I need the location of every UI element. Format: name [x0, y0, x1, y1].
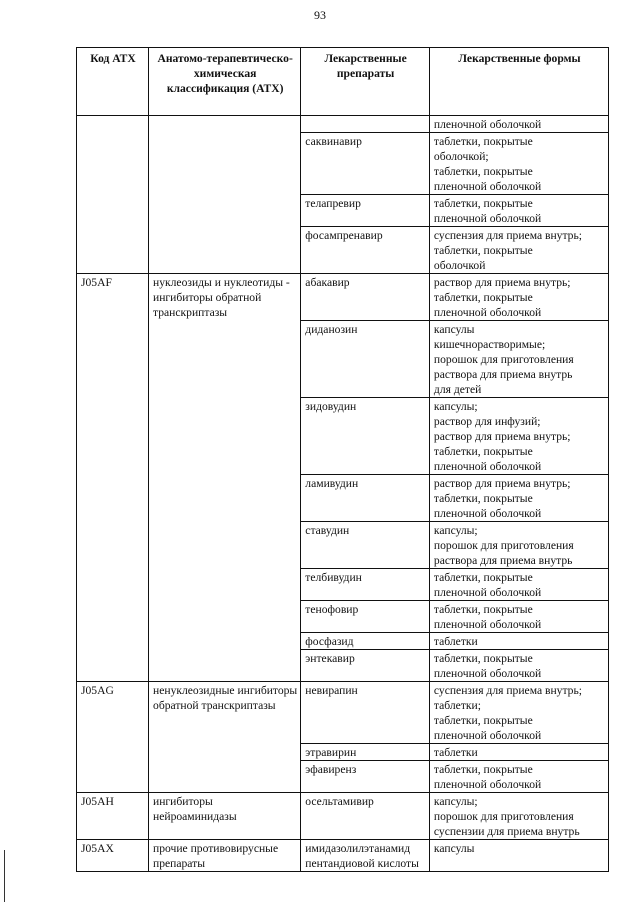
dosage-form-line: таблетки; [433, 699, 481, 712]
page-number: 93 [314, 8, 326, 22]
dosage-forms-cell [429, 761, 608, 793]
dosage-form-line: пленочной оболочкой [433, 460, 542, 473]
dosage-form-line: пленочной оболочкой [433, 729, 542, 742]
dosage-forms-cell [429, 682, 608, 744]
dosage-form-line: капсулы; [433, 524, 478, 537]
drug-name-cell: абакавир [301, 274, 430, 321]
atc-classification-cell: нуклеозиды и нуклеотиды - ингибиторы обратной транскриптазы [149, 274, 301, 682]
dosage-form-line: таблетки, покрытые [433, 603, 533, 616]
drug-name-cell: невирапин [301, 682, 430, 744]
header-drugs: Лекарственные препараты [301, 48, 430, 116]
dosage-form-line: таблетки, покрытые [433, 763, 533, 776]
header-atc-classification: Анатомо-терапевтическо-химическая классификация (АТХ) [149, 48, 301, 116]
dosage-forms-cell [429, 522, 608, 569]
dosage-form-line: таблетки, покрытые [433, 291, 533, 304]
atc-code-cell [77, 116, 149, 274]
dosage-form-line: раствора для приема внутрь [433, 368, 573, 381]
dosage-form-line: оболочкой; [433, 150, 489, 163]
dosage-forms-cell [429, 321, 608, 398]
dosage-forms-cell [429, 398, 608, 475]
drug-name-cell: диданозин [301, 321, 430, 398]
drug-name-cell: этравирин [301, 744, 430, 761]
dosage-forms-cell [429, 116, 608, 133]
dosage-form-line: таблетки, покрытые [433, 197, 533, 210]
drug-name-cell: имидазолилэтанамид пентандиовой кислоты [301, 840, 430, 872]
dosage-form-line: таблетки, покрытые [433, 714, 533, 727]
table-row [77, 840, 609, 872]
dosage-forms-cell [429, 133, 608, 195]
atc-classification-cell: прочие противовирусные препараты [149, 840, 301, 872]
dosage-forms-cell [429, 744, 608, 761]
table-header-row [77, 48, 609, 116]
dosage-form-line: раствор для приема внутрь; [433, 477, 571, 490]
dosage-forms-cell [429, 227, 608, 274]
page-edge-mark [4, 850, 5, 902]
atc-code-cell: J05AG [77, 682, 149, 793]
table-row [77, 682, 609, 744]
dosage-forms-cell [429, 840, 608, 872]
dosage-form-line: капсулы [433, 323, 475, 336]
dosage-forms-cell [429, 475, 608, 522]
header-atc-code: Код АТХ [77, 48, 149, 116]
drug-name-cell: ставудин [301, 522, 430, 569]
dosage-form-line: раствора для приема внутрь [433, 554, 573, 567]
dosage-form-line: кишечнорастворимые; [433, 338, 546, 351]
table-body [77, 116, 609, 872]
dosage-form-line: суспензии для приема внутрь [433, 825, 580, 838]
dosage-form-line: раствор для инфузий; [433, 415, 541, 428]
dosage-form-line: для детей [433, 383, 482, 396]
dosage-form-line: таблетки, покрытые [433, 652, 533, 665]
dosage-forms-cell [429, 601, 608, 633]
dosage-forms-cell [429, 793, 608, 840]
drug-name-cell: саквинавир [301, 133, 430, 195]
table-row [77, 793, 609, 840]
atc-code-cell: J05AX [77, 840, 149, 872]
dosage-form-line: капсулы; [433, 795, 478, 808]
dosage-form-line: пленочной оболочкой [433, 118, 542, 131]
dosage-form-line: оболочкой [433, 259, 486, 272]
dosage-form-line: таблетки, покрытые [433, 135, 533, 148]
dosage-form-line: раствор для приема внутрь; [433, 276, 571, 289]
dosage-forms-cell [429, 633, 608, 650]
atc-classification-cell: ингибиторы нейроаминидазы [149, 793, 301, 840]
dosage-forms-cell [429, 569, 608, 601]
drug-name-cell: фосфазид [301, 633, 430, 650]
dosage-form-line: таблетки, покрытые [433, 165, 533, 178]
dosage-form-line: пленочной оболочкой [433, 212, 542, 225]
table-row [77, 116, 609, 133]
dosage-form-line: таблетки, покрытые [433, 244, 533, 257]
drug-name-cell: фосампренавир [301, 227, 430, 274]
dosage-form-line: порошок для приготовления [433, 810, 574, 823]
dosage-form-line: пленочной оболочкой [433, 507, 542, 520]
dosage-form-line: таблетки, покрытые [433, 571, 533, 584]
dosage-form-line: суспензия для приема внутрь; [433, 229, 582, 242]
dosage-form-line: таблетки [433, 746, 478, 759]
dosage-form-line: пленочной оболочкой [433, 306, 542, 319]
drug-name-cell: зидовудин [301, 398, 430, 475]
drug-name-cell: энтекавир [301, 650, 430, 682]
dosage-form-line: пленочной оболочкой [433, 778, 542, 791]
dosage-form-line: капсулы [433, 842, 475, 855]
dosage-form-line: пленочной оболочкой [433, 586, 542, 599]
atc-drug-table [76, 47, 609, 872]
drug-name-cell [301, 116, 430, 133]
dosage-form-line: капсулы; [433, 400, 478, 413]
atc-code-cell: J05AF [77, 274, 149, 682]
drug-name-cell: осельтамивир [301, 793, 430, 840]
dosage-form-line: таблетки, покрытые [433, 492, 533, 505]
dosage-forms-cell [429, 650, 608, 682]
drug-name-cell: телбивудин [301, 569, 430, 601]
atc-classification-cell: ненуклеозидные ингибиторы обратной транскриптазы [149, 682, 301, 793]
table-row [77, 274, 609, 321]
dosage-form-line: суспензия для приема внутрь; [433, 684, 582, 697]
dosage-form-line: раствор для приема внутрь; [433, 430, 571, 443]
atc-classification-cell [149, 116, 301, 274]
dosage-form-line: пленочной оболочкой [433, 618, 542, 631]
dosage-forms-cell [429, 274, 608, 321]
atc-code-cell: J05AH [77, 793, 149, 840]
dosage-form-line: пленочной оболочкой [433, 667, 542, 680]
dosage-form-line: таблетки [433, 635, 478, 648]
dosage-form-line: порошок для приготовления [433, 539, 574, 552]
dosage-forms-cell [429, 195, 608, 227]
header-dosage-forms: Лекарственные формы [429, 48, 608, 116]
drug-name-cell: телапревир [301, 195, 430, 227]
drug-name-cell: тенофовир [301, 601, 430, 633]
dosage-form-line: порошок для приготовления [433, 353, 574, 366]
dosage-form-line: таблетки, покрытые [433, 445, 533, 458]
dosage-form-line: пленочной оболочкой [433, 180, 542, 193]
drug-name-cell: ламивудин [301, 475, 430, 522]
drug-name-cell: эфавиренз [301, 761, 430, 793]
